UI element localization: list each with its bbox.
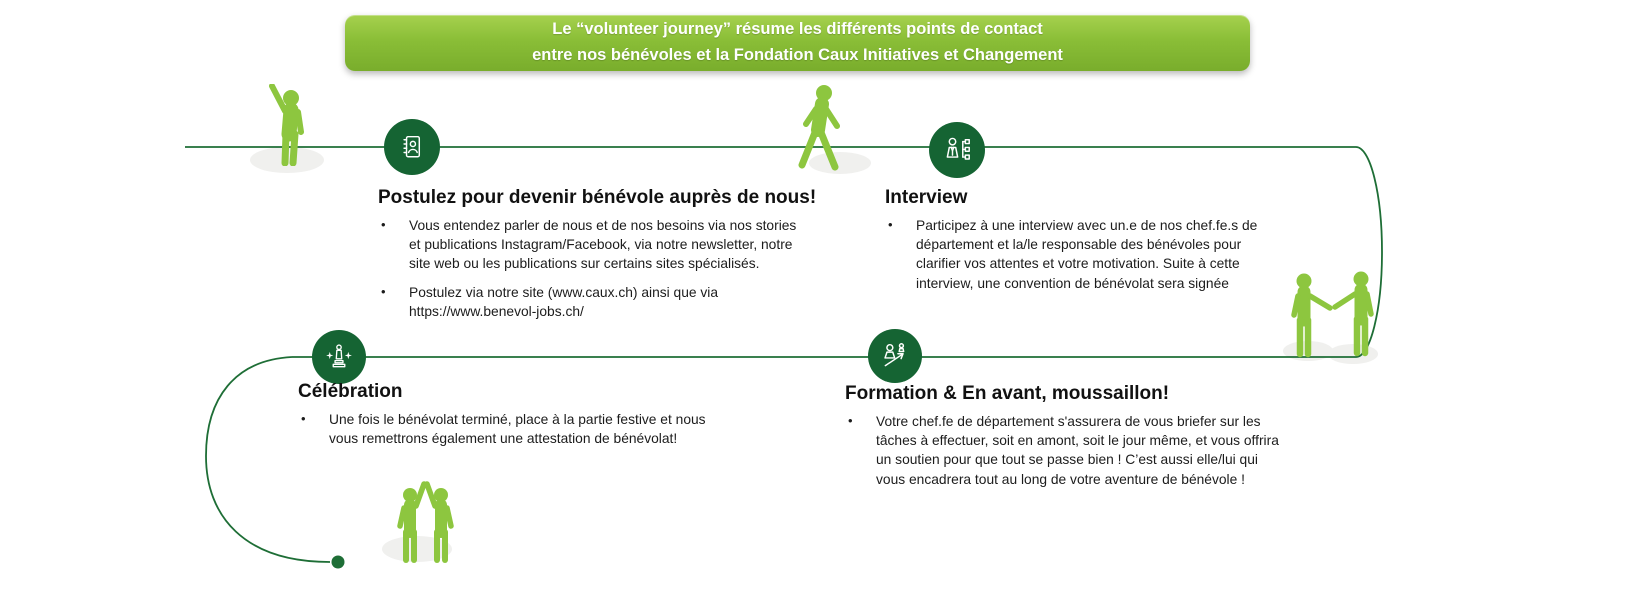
person-walking-figure (780, 80, 860, 172)
section-interview-bullet-1: Participez à une interview avec un.e de nos chef.fe.s de département et la/le responsable des bénévoles pour clarifier vos attentes et votre motivation. Suite à cette interview, une convention de bénévolat sera signée (916, 217, 1258, 291)
step-circle-formation (868, 329, 922, 383)
bullet-marker: • (848, 412, 853, 428)
bullet-marker: • (301, 410, 306, 426)
step-circle-interview (929, 122, 985, 178)
people-greeting-figure (1282, 265, 1387, 360)
section-interview (885, 187, 1280, 302)
section-apply-bullet-2: Postulez via notre site (www.caux.ch) ainsi que via https://www.benevol-jobs.ch/ (409, 284, 719, 320)
section-celebration (298, 381, 738, 457)
section-celebration-bullet-1: Une fois le bénévolat terminé, place à la partie festive et nous vous remettrons également une attestation de bénévolat! (329, 411, 706, 447)
bullet-marker: • (381, 283, 386, 299)
step-circle-celebration (312, 330, 366, 384)
section-formation-bullet-1: Votre chef.fe de département s'assurera de vous briefer sur les tâches à effectuer, soit en amont, soit le jour même, et vous offrira un soutien pour que tout se passe bien ! C’est aussi elle/lui qui vous encadrera tout au long de votre aventure de bénévole ! (876, 413, 1279, 487)
banner-line-2: entre nos bénévoles et la Fondation Caux Initiatives et Changement (532, 46, 1063, 64)
bullet-marker: • (381, 216, 386, 232)
contact-book-icon (395, 130, 429, 164)
section-apply-title: Postulez pour devenir bénévole auprès de nous! (378, 187, 817, 208)
people-high-five-figure (383, 478, 468, 563)
banner-line-1: Le “volunteer journey” résume les différents points de contact (552, 20, 1043, 39)
trophy-statue-icon (322, 340, 356, 374)
person-raising-hand-figure (245, 84, 325, 166)
section-formation (845, 383, 1295, 498)
section-formation-title: Formation & En avant, moussaillon! (845, 383, 1170, 404)
person-growth-arrow-icon (877, 338, 913, 374)
section-interview-title: Interview (885, 187, 968, 208)
step-circle-apply (384, 119, 440, 175)
section-apply-bullet-1: Vous entendez parler de nous et de nos besoins via nos stories et publications Instagram/Facebook, via notre newsletter, notre site web ou les publications sur certains sites spécialisés. (409, 217, 797, 272)
journey-end-dot (332, 556, 345, 569)
section-celebration-title: Célébration (298, 381, 403, 402)
bullet-marker: • (888, 216, 893, 232)
section-apply (378, 187, 848, 330)
person-org-chart-icon (939, 132, 975, 168)
title-banner (345, 15, 1250, 71)
